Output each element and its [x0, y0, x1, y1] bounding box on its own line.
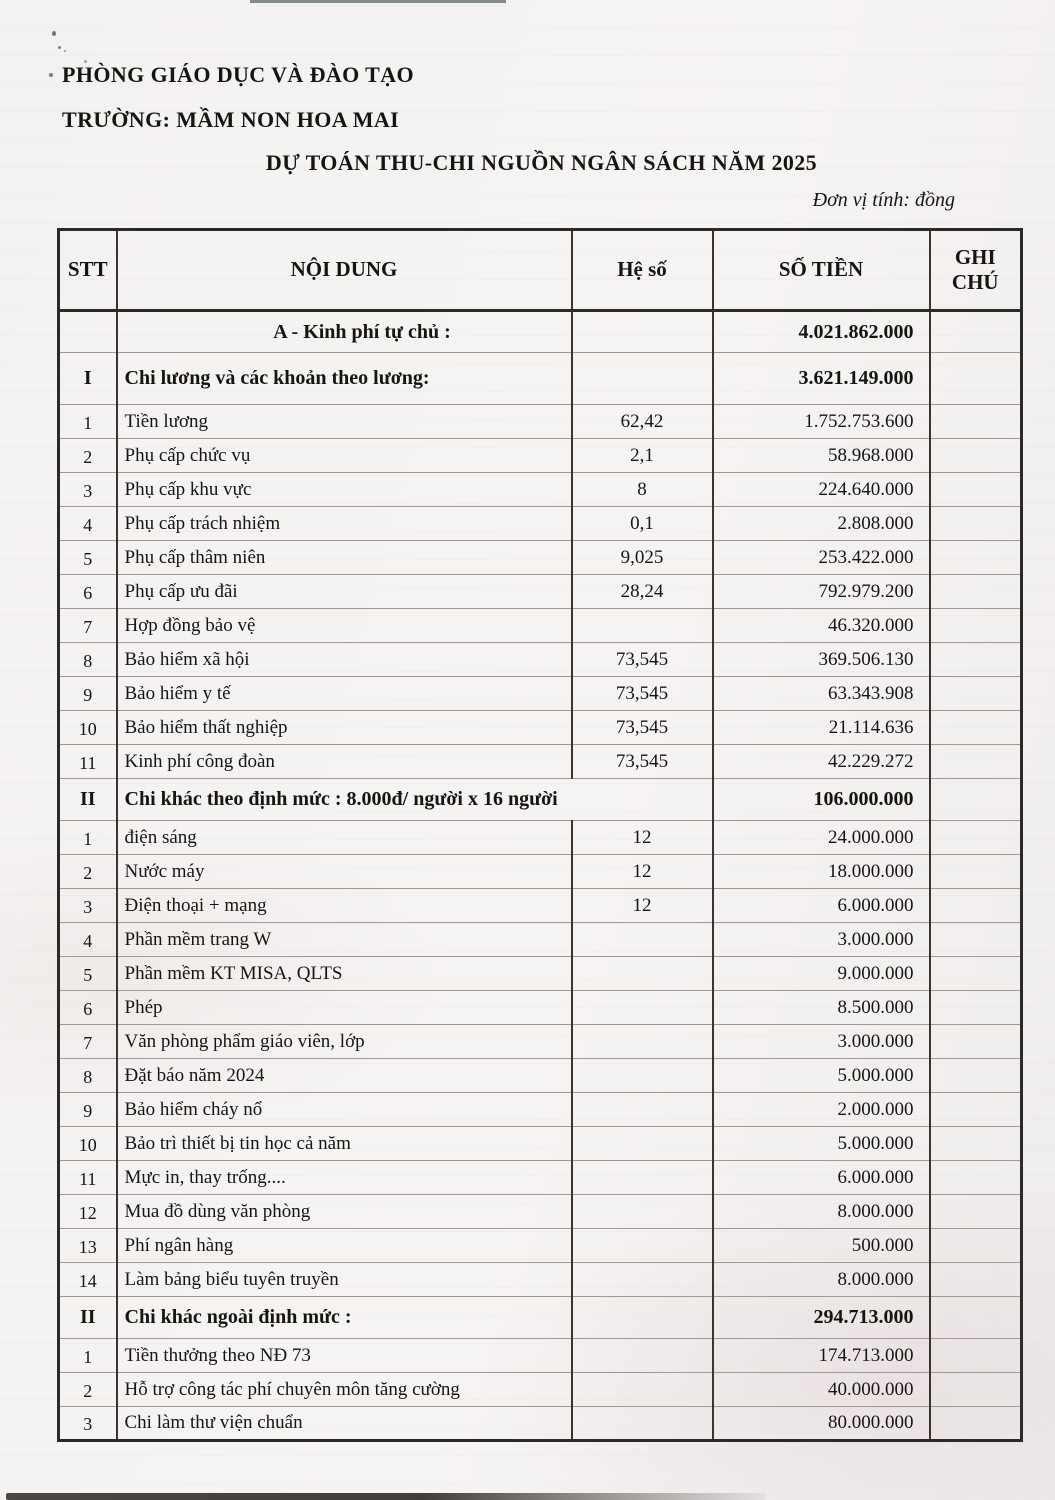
- stt-cell: 3: [59, 889, 117, 923]
- noidung-cell: Phụ cấp trách nhiệm: [117, 507, 572, 541]
- stt-cell: 1: [59, 821, 117, 855]
- table-row: [59, 1297, 1022, 1339]
- stt-cell: 9: [59, 1093, 117, 1127]
- ghichu-cell: [930, 609, 1022, 643]
- noidung-cell: Tiền thưởng theo NĐ 73: [117, 1339, 572, 1373]
- noidung-cell: Hỗ trợ công tác phí chuyên môn tăng cường: [117, 1373, 572, 1407]
- ghichu-cell: [930, 1093, 1022, 1127]
- noidung-cell: A - Kinh phí tự chủ :: [117, 311, 572, 353]
- table-row: [59, 1093, 1022, 1127]
- header-row: [59, 230, 1022, 311]
- heso-cell: 2,1: [572, 439, 713, 473]
- stt-cell: 3: [59, 1407, 117, 1441]
- table-row: [59, 1025, 1022, 1059]
- ghichu-cell: [930, 1297, 1022, 1339]
- ghichu-cell: [930, 1059, 1022, 1093]
- school-name: TRƯỜNG: MẦM NON HOA MAI: [62, 107, 400, 132]
- table-row: [59, 311, 1022, 353]
- heso-cell: 73,545: [572, 711, 713, 745]
- stt-cell: II: [59, 1297, 117, 1339]
- sotien-cell: 174.713.000: [713, 1339, 930, 1373]
- sotien-cell: 253.422.000: [713, 541, 930, 575]
- sotien-cell: 8.500.000: [713, 991, 930, 1025]
- heso-cell: [572, 1195, 713, 1229]
- noidung-cell: Chi làm thư viện chuẩn: [117, 1407, 572, 1441]
- sotien-cell: 80.000.000: [713, 1407, 930, 1441]
- ghichu-cell: [930, 1407, 1022, 1441]
- noidung-cell: Phụ cấp chức vụ: [117, 439, 572, 473]
- sotien-cell: 5.000.000: [713, 1059, 930, 1093]
- noidung-cell: Phép: [117, 991, 572, 1025]
- ghichu-cell: [930, 353, 1022, 405]
- stt-cell: 3: [59, 473, 117, 507]
- table-row: [59, 889, 1022, 923]
- ghichu-cell: [930, 1373, 1022, 1407]
- ghichu-cell: [930, 541, 1022, 575]
- scan-speck: [64, 50, 66, 52]
- heso-cell: [572, 1127, 713, 1161]
- noidung-cell: Chi khác theo định mức : 8.000đ/ người x 16 người: [117, 779, 713, 821]
- ghichu-cell: [930, 711, 1022, 745]
- table-header: [59, 230, 1022, 311]
- scan-edge-line: [250, 0, 506, 3]
- sotien-cell: 40.000.000: [713, 1373, 930, 1407]
- noidung-cell: điện sáng: [117, 821, 572, 855]
- noidung-cell: Bảo hiểm xã hội: [117, 643, 572, 677]
- sotien-cell: 1.752.753.600: [713, 405, 930, 439]
- noidung-cell: Phụ cấp khu vực: [117, 473, 572, 507]
- document-title: DỰ TOÁN THU-CHI NGUỒN NGÂN SÁCH NĂM 2025: [265, 150, 818, 175]
- heso-cell: 12: [572, 821, 713, 855]
- table-row: [59, 923, 1022, 957]
- table-row: [59, 575, 1022, 609]
- ghichu-cell: [930, 1263, 1022, 1297]
- table-row: [59, 745, 1022, 779]
- stt-cell: 9: [59, 677, 117, 711]
- col-header-sotien: SỐ TIỀN: [713, 230, 930, 311]
- table-row: [59, 1339, 1022, 1373]
- sotien-cell: 9.000.000: [713, 957, 930, 991]
- ghichu-cell: [930, 473, 1022, 507]
- sotien-cell: 500.000: [713, 1229, 930, 1263]
- ghichu-cell: [930, 1229, 1022, 1263]
- ghichu-cell: [930, 311, 1022, 353]
- stt-cell: 1: [59, 405, 117, 439]
- stt-cell: II: [59, 779, 117, 821]
- sotien-cell: 4.021.862.000: [713, 311, 930, 353]
- table-row: [59, 1161, 1022, 1195]
- ghichu-cell: [930, 957, 1022, 991]
- noidung-cell: Mực in, thay trống....: [117, 1161, 572, 1195]
- table-row: [59, 991, 1022, 1025]
- sotien-cell: 58.968.000: [713, 439, 930, 473]
- table-row: [59, 1195, 1022, 1229]
- stt-cell: 10: [59, 711, 117, 745]
- table-row: [59, 643, 1022, 677]
- noidung-cell: Phần mềm trang W: [117, 923, 572, 957]
- table-row: [59, 1127, 1022, 1161]
- heso-cell: 73,545: [572, 745, 713, 779]
- table-row: [59, 541, 1022, 575]
- ghichu-cell: [930, 745, 1022, 779]
- sotien-cell: 369.506.130: [713, 643, 930, 677]
- heso-cell: [572, 1161, 713, 1195]
- table-row: [59, 1407, 1022, 1441]
- noidung-cell: Phụ cấp thâm niên: [117, 541, 572, 575]
- heso-cell: 12: [572, 855, 713, 889]
- heso-cell: [572, 1407, 713, 1441]
- heso-cell: 73,545: [572, 643, 713, 677]
- sotien-cell: 8.000.000: [713, 1195, 930, 1229]
- ghichu-cell: [930, 1161, 1022, 1195]
- noidung-cell: Mua đồ dùng văn phòng: [117, 1195, 572, 1229]
- sotien-cell: 2.808.000: [713, 507, 930, 541]
- stt-cell: 10: [59, 1127, 117, 1161]
- noidung-cell: Làm bảng biểu tuyên truyền: [117, 1263, 572, 1297]
- scan-speck: [49, 73, 53, 77]
- heso-cell: [572, 1373, 713, 1407]
- noidung-cell: Bảo trì thiết bị tin học cả năm: [117, 1127, 572, 1161]
- stt-cell: 12: [59, 1195, 117, 1229]
- noidung-cell: Chi lương và các khoản theo lương:: [117, 353, 572, 405]
- sotien-cell: 224.640.000: [713, 473, 930, 507]
- col-header-noidung: NỘI DUNG: [117, 230, 572, 311]
- table-row: [59, 609, 1022, 643]
- table-row: [59, 405, 1022, 439]
- table-row: [59, 473, 1022, 507]
- sotien-cell: 46.320.000: [713, 609, 930, 643]
- stt-cell: 4: [59, 923, 117, 957]
- heso-cell: [572, 1297, 713, 1339]
- heso-cell: [572, 991, 713, 1025]
- table-row: [59, 1229, 1022, 1263]
- heso-cell: [572, 1339, 713, 1373]
- stt-cell: 1: [59, 1339, 117, 1373]
- stt-cell: 8: [59, 1059, 117, 1093]
- sotien-cell: 3.000.000: [713, 923, 930, 957]
- sotien-cell: 5.000.000: [713, 1127, 930, 1161]
- noidung-cell: Bảo hiểm thất nghiệp: [117, 711, 572, 745]
- col-header-heso: Hệ số: [572, 230, 713, 311]
- noidung-cell: Chi khác ngoài định mức :: [117, 1297, 572, 1339]
- noidung-cell: Phụ cấp ưu đãi: [117, 575, 572, 609]
- table-row: [59, 353, 1022, 405]
- ghichu-cell: [930, 1339, 1022, 1373]
- scan-speck: [58, 46, 61, 49]
- stt-cell: 5: [59, 541, 117, 575]
- noidung-cell: Hợp đồng bảo vệ: [117, 609, 572, 643]
- heso-cell: 28,24: [572, 575, 713, 609]
- ghichu-cell: [930, 855, 1022, 889]
- heso-cell: 12: [572, 889, 713, 923]
- sotien-cell: 3.000.000: [713, 1025, 930, 1059]
- ghichu-cell: [930, 643, 1022, 677]
- ghichu-cell: [930, 1025, 1022, 1059]
- stt-cell: 14: [59, 1263, 117, 1297]
- noidung-cell: Phí ngân hàng: [117, 1229, 572, 1263]
- ghichu-cell: [930, 575, 1022, 609]
- noidung-cell: Bảo hiểm y tế: [117, 677, 572, 711]
- scan-edge-bar: [6, 1493, 766, 1500]
- sotien-cell: 3.621.149.000: [713, 353, 930, 405]
- heso-cell: [572, 1229, 713, 1263]
- table-row: [59, 439, 1022, 473]
- noidung-cell: Phần mềm KT MISA, QLTS: [117, 957, 572, 991]
- stt-cell: 8: [59, 643, 117, 677]
- table-row: [59, 677, 1022, 711]
- heso-cell: [572, 609, 713, 643]
- noidung-cell: Kinh phí công đoàn: [117, 745, 572, 779]
- noidung-cell: Văn phòng phẩm giáo viên, lớp: [117, 1025, 572, 1059]
- heso-cell: 0,1: [572, 507, 713, 541]
- heso-cell: 9,025: [572, 541, 713, 575]
- currency-unit-note: Đơn vị tính: đồng: [812, 189, 955, 211]
- sotien-cell: 6.000.000: [713, 889, 930, 923]
- stt-cell: 2: [59, 1373, 117, 1407]
- table-row: [59, 779, 1022, 821]
- table-row: [59, 821, 1022, 855]
- heso-cell: [572, 957, 713, 991]
- noidung-cell: Đặt báo năm 2024: [117, 1059, 572, 1093]
- stt-cell: 4: [59, 507, 117, 541]
- heso-cell: 62,42: [572, 405, 713, 439]
- stt-cell: 2: [59, 439, 117, 473]
- heso-cell: [572, 1263, 713, 1297]
- sotien-cell: 294.713.000: [713, 1297, 930, 1339]
- table-row: [59, 711, 1022, 745]
- table-row: [59, 1373, 1022, 1407]
- table-row: [59, 1263, 1022, 1297]
- stt-cell: 11: [59, 745, 117, 779]
- sotien-cell: 24.000.000: [713, 821, 930, 855]
- ghichu-cell: [930, 405, 1022, 439]
- ghichu-cell: [930, 439, 1022, 473]
- noidung-cell: Tiền lương: [117, 405, 572, 439]
- table-row: [59, 855, 1022, 889]
- table-row: [59, 1059, 1022, 1093]
- sotien-cell: 6.000.000: [713, 1161, 930, 1195]
- scan-speck: [52, 31, 56, 36]
- ghichu-cell: [930, 1127, 1022, 1161]
- heso-cell: [572, 1093, 713, 1127]
- ghichu-cell: [930, 889, 1022, 923]
- noidung-cell: Điện thoại + mạng: [117, 889, 572, 923]
- stt-cell: 6: [59, 991, 117, 1025]
- sotien-cell: 2.000.000: [713, 1093, 930, 1127]
- table-row: [59, 507, 1022, 541]
- heso-cell: [572, 353, 713, 405]
- stt-cell: [59, 311, 117, 353]
- ghichu-cell: [930, 923, 1022, 957]
- stt-cell: 6: [59, 575, 117, 609]
- sotien-cell: 8.000.000: [713, 1263, 930, 1297]
- ghichu-cell: [930, 779, 1022, 821]
- stt-cell: 13: [59, 1229, 117, 1263]
- stt-cell: I: [59, 353, 117, 405]
- heso-cell: [572, 1059, 713, 1093]
- stt-cell: 2: [59, 855, 117, 889]
- col-header-ghichu: GHI CHÚ: [930, 230, 1022, 311]
- stt-cell: 5: [59, 957, 117, 991]
- stt-cell: 7: [59, 609, 117, 643]
- stt-cell: 7: [59, 1025, 117, 1059]
- ghichu-cell: [930, 677, 1022, 711]
- table-row: [59, 957, 1022, 991]
- ghichu-cell: [930, 507, 1022, 541]
- sotien-cell: 106.000.000: [713, 779, 930, 821]
- department-name: PHÒNG GIÁO DỤC VÀ ĐÀO TẠO: [62, 62, 415, 87]
- ghichu-cell: [930, 1195, 1022, 1229]
- heso-cell: [572, 1025, 713, 1059]
- noidung-cell: Bảo hiểm cháy nổ: [117, 1093, 572, 1127]
- col-header-stt: STT: [59, 230, 117, 311]
- heso-cell: [572, 311, 713, 353]
- stt-cell: 11: [59, 1161, 117, 1195]
- heso-cell: [572, 923, 713, 957]
- sotien-cell: 18.000.000: [713, 855, 930, 889]
- heso-cell: 8: [572, 473, 713, 507]
- sotien-cell: 792.979.200: [713, 575, 930, 609]
- ghichu-cell: [930, 821, 1022, 855]
- sotien-cell: 42.229.272: [713, 745, 930, 779]
- table-body: [59, 311, 1022, 1441]
- budget-table: [57, 228, 1023, 1442]
- sotien-cell: 63.343.908: [713, 677, 930, 711]
- heso-cell: 73,545: [572, 677, 713, 711]
- sotien-cell: 21.114.636: [713, 711, 930, 745]
- ghichu-cell: [930, 991, 1022, 1025]
- noidung-cell: Nước máy: [117, 855, 572, 889]
